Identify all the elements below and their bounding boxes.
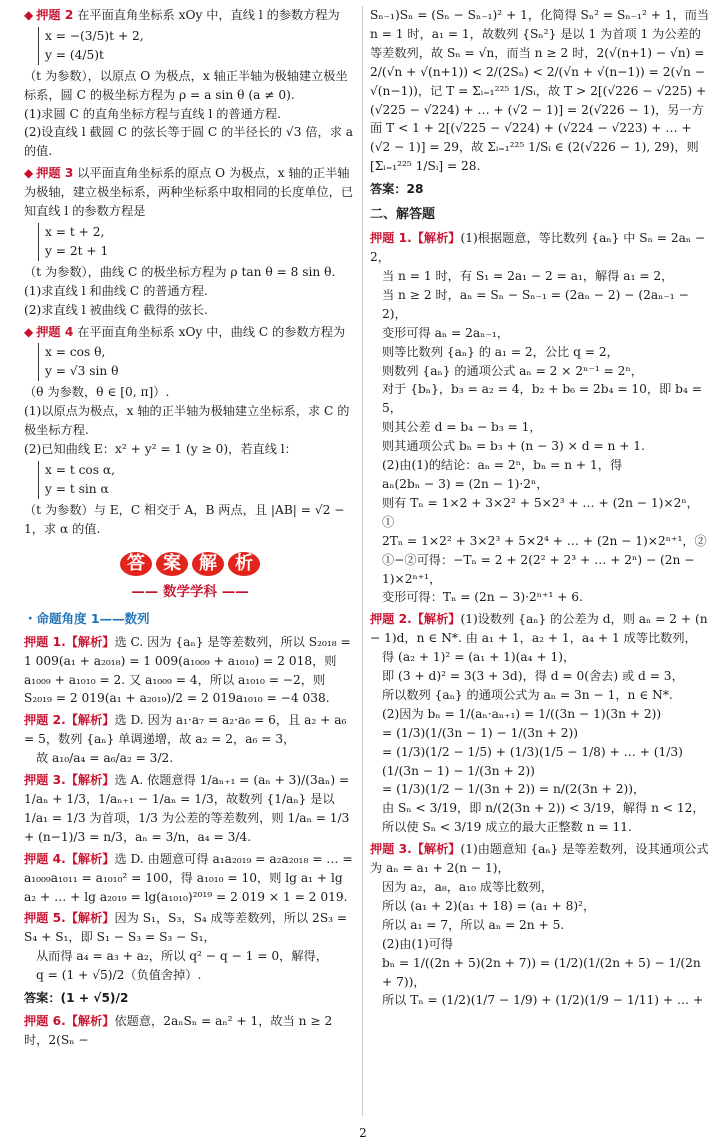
solution-line: (1)设数列 {aₙ} 的公差为 d，则 aₙ = 2 + (n − 1)d，n ∈ N*. 由 a₁ + 1，a₂ + 1，a₄ + 1 成等比数列， [370, 612, 708, 646]
problem-4 [24, 323, 356, 539]
answer-3 [24, 771, 356, 847]
diamond-icon: ◆ [24, 324, 34, 339]
solution-line: 2Tₙ = 1×2² + 3×2³ + 5×2⁴ + … + (2n − 1)×2ⁿ⁺¹，② [382, 533, 707, 548]
solution-line: 当 n ≥ 2 时，aₙ = Sₙ − Sₙ₋₁ = (2aₙ − 2) − (2aₙ₋₁ − 2)， [382, 287, 689, 321]
answer-title-char: 案 [156, 552, 188, 576]
solution-line: 得 (a₂ + 1)² = (a₁ + 1)(a₄ + 1)， [382, 650, 576, 665]
equation-line: y = t sin α [45, 481, 109, 496]
answer-text: 依题意，2aₙSₙ = aₙ² + 1，故当 n ≥ 2 时，2(Sₙ − [24, 1013, 333, 1047]
question-1: (1)求圆 C 的直角坐标方程与直线 l 的普通方程. [24, 106, 282, 121]
question-2: (2)求直线 l 被曲线 C 截得的弦长. [24, 302, 208, 317]
answer-text: 选 D. 由题意可得 a₁a₂₀₁₉ = a₂a₂₀₁₈ = … = a₁₀₀₉a₁₀₁₁ = a₁₀₁₀² = 100，得 a₁₀₁₀ = 10，则 lg a₁ + lg a₂ + … + lg a₂₀₁₉ = lg(a₁₀₁₀)²⁰¹⁹ = 2 019 × 1 = 2 019. [24, 851, 353, 904]
problem-text: （t 为参数），以原点 O 为极点，x 轴正半轴为极轴建立极坐标系，圆 C 的极坐标方程为 ρ = a sin θ (a ≠ 0). [24, 68, 348, 102]
solution-line: = (1/3)(1/2 − 1/5) + (1/3)(1/5 − 1/8) + … + (1/3)(1/(3n − 1) − 1/(3n + 2)) [382, 744, 683, 778]
answer-title-char: 析 [228, 552, 260, 576]
answer-tag: 押题 3.【解析】 [370, 842, 461, 857]
equation-system [38, 27, 356, 65]
solution-line: = (1/3)(1/(3n − 1) − 1/(3n + 2)) [382, 725, 579, 740]
diamond-icon: ◆ [24, 8, 34, 22]
question-2: (2)已知曲线 E：x² + y² = 1 (y ≥ 0)，若直线 l： [24, 441, 297, 456]
answer-text: 选 C. 因为 {aₙ} 是等差数列，所以 S₂₀₁₈ = 1 009(a₁ + a₂₀₁₈) = 1 009(a₁₀₀₉ + a₁₀₁₀) = 2 018，则 a₁₀₀₉ + a₁₀₁₀ = 2. 又 a₁₀₀₉ = 4，所以 a₁₀₁₀ = −2，则 S₂₀₁₉ = 2 019(a₁ + a₂₀₁₉)/2 = 2 019a₁₀₁₀ = −4 038. [24, 634, 351, 706]
answer-title-char: 答 [120, 552, 152, 576]
solution-line: 对于 {bₙ}，b₃ = a₂ = 4，b₂ + b₆ = 2b₄ = 10，即 b₄ = 5， [382, 382, 702, 416]
answer-title-char: 解 [192, 552, 224, 576]
solution-line: 变形可得 aₙ = 2aₙ₋₁， [382, 325, 509, 340]
answer-tag: 押题 4.【解析】 [24, 851, 115, 866]
answer-tag: 押题 1.【解析】 [370, 231, 461, 246]
solution-line: 所以数列 {aₙ} 的通项公式为 aₙ = 3n − 1，n ∈ N*. [382, 687, 673, 702]
answer-1 [24, 633, 356, 709]
problem-2 [24, 6, 356, 161]
left-column [24, 6, 356, 1053]
section-heading: 二、解答题 [370, 207, 436, 223]
final-answer: 答案：(1 + √5)/2 [24, 991, 129, 1006]
right-column [370, 6, 710, 1013]
problem-text: （θ 为参数，θ ∈ [0, π]）. [24, 385, 170, 400]
solution-line: 变形可得：Tₙ = (2n − 3)·2ⁿ⁺¹ + 6. [382, 590, 583, 605]
solution-line: (2)因为 bₙ = 1/(aₙ·aₙ₊₁) = 1/((3n − 1)(3n + 2)) [382, 706, 662, 721]
equation-line: x = −(3/5)t + 2, [45, 28, 144, 43]
solution-line: 所以 a₁ = 7，所以 aₙ = 2n + 5. [382, 917, 565, 932]
solution-line: (1)由题意知 {aₙ} 是等差数列，设其通项公式为 aₙ = a₁ + 2(n − 1)， [370, 842, 709, 876]
answer-text: 故 a₁₀/a₄ = a₆/a₂ = 3/2. [36, 751, 174, 766]
solution-line: 则等比数列 {aₙ} 的 a₁ = 2，公比 q = 2， [382, 344, 619, 359]
answer-text: 选 D. 因为 a₁·a₇ = a₂·a₆ = 6，且 a₂ + a₆ = 5，数列 {aₙ} 单调递增，故 a₂ = 2，a₆ = 3， [24, 713, 347, 747]
answer-tag: 押题 6.【解析】 [24, 1013, 115, 1028]
solution-line: 所以使 Sₙ < 3/19 成立的最大正整数 n = 11. [382, 820, 632, 835]
answer-tag: 押题 2.【解析】 [370, 612, 461, 627]
equation-line: x = t cos α, [45, 462, 116, 477]
problem-text: 在平面直角坐标系 xOy 中，曲线 C 的参数方程为 [77, 324, 346, 339]
solution-line: 则有 Tₙ = 1×2 + 3×2² + 5×2³ + … + (2n − 1)×2ⁿ，① [382, 495, 699, 529]
question-1: (1)求直线 l 和曲线 C 的普通方程. [24, 283, 208, 298]
solution-line: 则数列 {aₙ} 的通项公式 aₙ = 2 × 2ⁿ⁻¹ = 2ⁿ， [382, 363, 643, 378]
final-answer: 答案：28 [370, 182, 424, 197]
answer-5 [24, 909, 356, 1008]
subject-heading: —— 数学学科 —— [131, 584, 249, 601]
answer-text: q = (1 + √5)/2（负值舍掉）. [36, 968, 202, 983]
question-2-cont: （t 为参数）与 E，C 相交于 A，B 两点，且 |AB| = √2 − 1，求 α 的值. [24, 502, 345, 536]
equation-system [38, 461, 356, 499]
answer-title-banner [24, 552, 356, 576]
solution-line: 即 (3 + d)² = 3(3 + 3d)，得 d = 0(舍去) 或 d = 3， [382, 669, 684, 684]
solution-line: (1)根据题意，等比数列 {aₙ} 中 Sₙ = 2aₙ − 2， [370, 231, 706, 265]
equation-line: y = 2t + 1 [45, 243, 109, 258]
solution-line: bₙ = 1/((2n + 5)(2n + 7)) = (1/2)(1/(2n + 5) − 1/(2n + 7))， [382, 955, 701, 989]
question-1: (1)以原点为极点，x 轴的正半轴为极轴建立坐标系，求 C 的极坐标方程. [24, 404, 350, 438]
column-divider [362, 6, 363, 1116]
answer-text: 因为 S₁，S₃，S₄ 成等差数列，所以 2S₃ = S₄ + S₁，即 S₁ − S₃ = S₃ − S₁， [24, 911, 348, 945]
solution-1 [370, 229, 710, 607]
answer-6 [24, 1012, 356, 1050]
answer-tag: 押题 3.【解析】 [24, 773, 115, 788]
solution-line: ①−②可得：−Tₙ = 2 + 2(2² + 2³ + … + 2ⁿ) − (2n − 1)×2ⁿ⁺¹， [382, 552, 695, 586]
equation-line: x = cos θ, [45, 345, 106, 360]
question-2: (2)设直线 l 截圆 C 的弦长等于圆 C 的半径长的 √3 倍，求 a 的值. [24, 125, 354, 159]
problem-tag: 押题 4 [36, 324, 74, 339]
problem-text: （t 为参数），曲线 C 的极坐标方程为 ρ tan θ = 8 sin θ. [24, 264, 336, 279]
solution-line: aₙ(2bₙ − 3) = (2n − 1)·2ⁿ， [382, 476, 549, 491]
solution-line: 则其公差 d = b₄ − b₃ = 1， [382, 420, 542, 435]
angle-heading: ・命题角度 1——数列 [24, 611, 150, 627]
answer-tag: 押题 1.【解析】 [24, 634, 115, 649]
diamond-icon: ◆ [24, 166, 34, 181]
answer-6-cont: Sₙ₋₁)Sₙ = (Sₙ − Sₙ₋₁)² + 1，化简得 Sₙ² = Sₙ₋₁² + 1，而当 n = 1 时，a₁ = 1，故数列 {Sₙ²} 是以 1 为首项 1 为公差的等差数列，故 Sₙ = √n，而当 n ≥ 2 时，2(√(n+1) − √n) = 2/(√n + √(n+1)) < 2/(2Sₙ) < 2/(√n + √(n−1)) = 2(√n − √(n−1))，记 T = Σᵢ₌₁²²⁵ 1/Sᵢ，故 T > 2[(√226 − √225) + (√225 − √224) + … + (√2 − 1)] = 2(√226 − 1)，另一方面 T < 1 + 2[(√225 − √224) + (√224 − √223) + … + (√2 − 1)] = 29，故 Σᵢ₌₁²²⁵ 1/Sᵢ ∈ (2(√226 − 1), 29)，则 [Σᵢ₌₁²²⁵ 1/Sᵢ] = 28. [370, 8, 710, 174]
problem-tag: 押题 2 [36, 8, 74, 22]
solution-line: = (1/3)(1/2 − 1/(3n + 2)) = n/(2(3n + 2))， [382, 782, 646, 797]
solution-line: (2)由(1)的结论：aₙ = 2ⁿ，bₙ = n + 1，得 [382, 458, 623, 473]
problem-text: 在平面直角坐标系 xOy 中，直线 l 的参数方程为 [77, 8, 340, 22]
solution-line: 则其通项公式 bₙ = b₃ + (n − 3) × d = n + 1. [382, 439, 645, 454]
answer-tag: 押题 5.【解析】 [24, 911, 115, 926]
equation-line: y = (4/5)t [45, 47, 104, 62]
solution-line: 因为 a₂，a₈，a₁₀ 成等比数列， [382, 880, 553, 895]
solution-line: 当 n = 1 时，有 S₁ = 2a₁ − 2 = a₁，解得 a₁ = 2， [382, 269, 674, 284]
solution-line: 由 Sₙ < 3/19，即 n/(2(3n + 2)) < 3/19，解得 n < 12， [382, 801, 705, 816]
equation-line: y = √3 sin θ [45, 364, 119, 379]
page-number: 2 [359, 1126, 367, 1140]
solution-2 [370, 610, 710, 837]
answer-tag: 押题 2.【解析】 [24, 713, 115, 728]
solution-line: 所以 Tₙ = (1/2)(1/7 − 1/9) + (1/2)(1/9 − 1/11) + … + [382, 993, 704, 1008]
answer-text: 选 A. 依题意得 1/aₙ₊₁ = (aₙ + 3)/(3aₙ) = 1/aₙ + 1/3，1/aₙ₊₁ − 1/aₙ = 1/3，故数列 {1/aₙ} 是以 1/a₁ = 1/3 为首项，1/3 为公差的等差数列，则 1/aₙ = 1/3 + (n−1)/3 = n/3，aₙ = 3/n，a₄ = 3/4. [24, 773, 350, 844]
answer-text: 从而得 a₄ = a₃ + a₂，所以 q² − q − 1 = 0，解得， [36, 949, 328, 964]
equation-system [38, 343, 356, 381]
equation-system [38, 223, 356, 261]
problem-tag: 押题 3 [36, 166, 74, 181]
problem-3 [24, 164, 356, 319]
problem-text: 以平面直角坐标系的原点 O 为极点，x 轴的正半轴为极轴，建立极坐标系，两种坐标系中取相同的长度单位，已知直线 l 的参数方程是 [24, 166, 354, 219]
answer-2 [24, 711, 356, 768]
solution-line: 所以 (a₁ + 2)(a₁ + 18) = (a₁ + 8)²， [382, 898, 596, 913]
equation-line: x = t + 2, [45, 224, 105, 239]
solution-3 [370, 840, 710, 1010]
solution-line: (2)由(1)可得 [382, 936, 454, 951]
answer-4 [24, 850, 356, 907]
